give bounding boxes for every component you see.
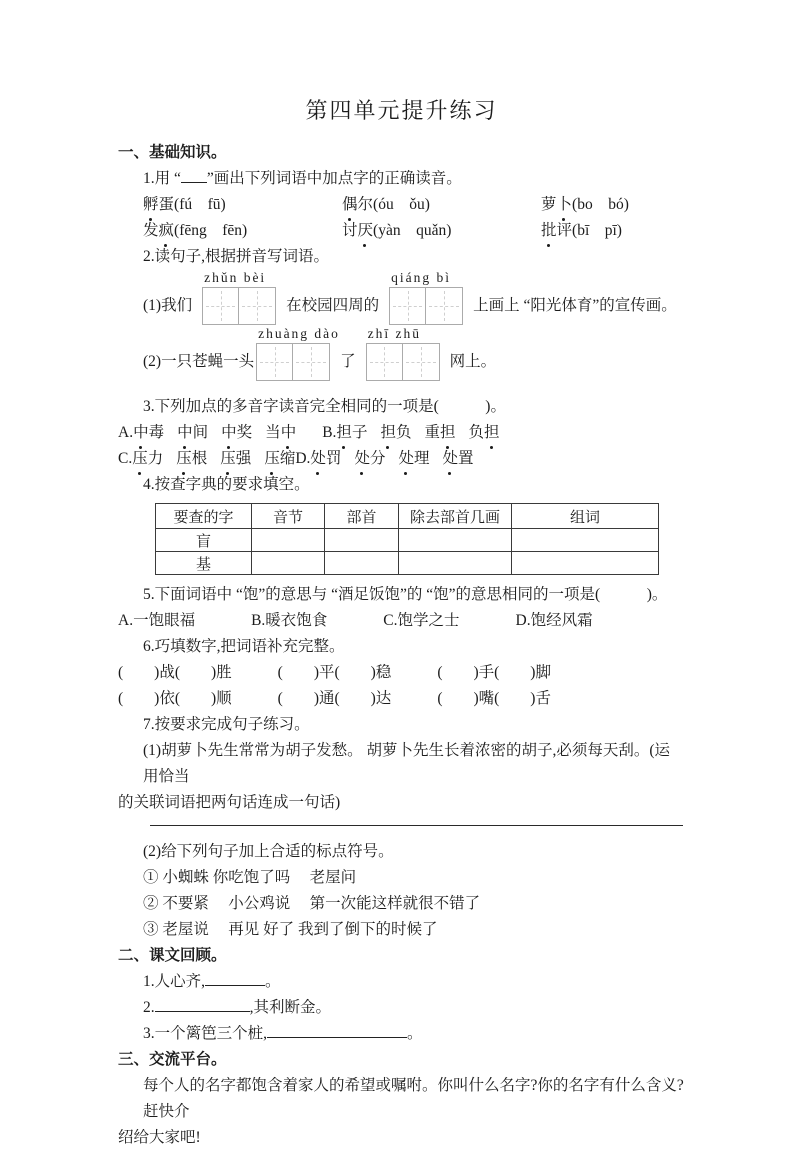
fill-item: ( )嘴( )舌	[437, 690, 551, 707]
platform-paragraph-line-1: 每个人的名字都饱含着家人的希望或嘱咐。你叫什么名字?你的名字有什么含义?赶快介	[143, 1077, 684, 1120]
q6-fill-row-2	[118, 686, 685, 712]
empty-cell	[325, 552, 399, 575]
pinyin-choices: (bo bó)	[572, 196, 629, 213]
punctuation-item-3: ③ 老屋说 再见 好了 我到了倒下的时候了	[143, 921, 438, 938]
grid-cell	[403, 343, 440, 381]
table-header-row	[156, 504, 659, 529]
recall-item-2: 2. ,其利断金。	[143, 995, 685, 1021]
col-header: 组词	[512, 504, 659, 529]
col-header: 音节	[252, 504, 325, 529]
empty-cell	[252, 529, 325, 552]
word-item: 讨厌(yàn quǎn)	[342, 218, 541, 244]
pinyin-choices: (yàn quǎn)	[373, 222, 452, 239]
dotted-char: 厌	[358, 218, 374, 244]
pinyin-choices: (fēng fēn)	[174, 222, 248, 239]
q5-options-row	[118, 608, 685, 634]
word-item: 处罚	[310, 450, 341, 467]
fill-item: ( )通( )达	[277, 690, 392, 707]
empty-cell	[399, 529, 512, 552]
answer-blank	[205, 970, 265, 986]
q5-prompt: 5.下面词语中 “饱”的意思与 “酒足饭饱”的 “饱”的意思相同的一项是( )。	[143, 586, 668, 603]
table-row	[156, 552, 659, 575]
pinyin-choices: (bī pī)	[572, 222, 622, 239]
fill-item: ( )依( )顺	[118, 690, 232, 707]
pinyin-choices: (fú fū)	[174, 196, 226, 213]
word-item: 担负	[380, 424, 411, 441]
word-item: 压强	[220, 450, 251, 467]
q3-prompt: 3.下列加点的多音字读音完全相同的一项是( )。	[143, 398, 506, 415]
option-B	[322, 424, 499, 441]
dotted-char: 卜	[557, 192, 573, 218]
pinyin-label: zhǔn bèi	[204, 270, 267, 286]
sentence-text: 上画上 “阳光体育”的宣传画。	[473, 297, 677, 314]
sentence-text: (2)一只苍蝇一头	[143, 353, 255, 370]
empty-cell	[512, 529, 659, 552]
section-1-heading: 一、基础知识。	[118, 144, 227, 161]
q1-underline-blank	[181, 167, 207, 183]
option-D: D.饱经风霜	[515, 612, 593, 629]
fill-item: ( )战( )胜	[118, 664, 232, 681]
grid-cell	[256, 343, 293, 381]
option-D	[295, 450, 473, 467]
dotted-char: 偶	[342, 192, 358, 218]
grid-cell	[293, 343, 330, 381]
q6-fill-row-1	[118, 660, 685, 686]
section-2-heading: 二、课文回顾。	[118, 947, 227, 964]
col-header: 除去部首几画	[399, 504, 512, 529]
q1-words-row-2	[143, 218, 685, 244]
option-B: B.暖衣饱食	[251, 612, 328, 629]
col-header: 部首	[325, 504, 399, 529]
word-item: 中毒	[133, 424, 164, 441]
sentence-text: 网上。	[449, 353, 497, 370]
word-item: 处理	[398, 450, 429, 467]
lookup-char: 基	[156, 552, 252, 575]
empty-cell	[252, 552, 325, 575]
word-item: 处置	[443, 450, 474, 467]
fill-item: ( )手( )脚	[437, 664, 551, 681]
punctuation-item-2: ② 不要紧 小公鸡说 第一次能这样就很不错了	[143, 895, 481, 912]
writing-grid	[202, 270, 276, 325]
option-A: A.一饱眼福	[118, 612, 196, 629]
dictionary-table	[155, 503, 659, 575]
col-header: 要查的字	[156, 504, 252, 529]
q1-prompt-suffix: ”画出下列词语中加点字的正确读音。	[206, 170, 462, 187]
sentence-text: 在校园四周的	[286, 297, 380, 314]
q3-options-row-AB	[118, 420, 685, 446]
q1-words-row-1	[143, 192, 685, 218]
grid-cell	[239, 287, 276, 325]
q4-prompt: 4.按查字典的要求填空。	[143, 476, 310, 493]
grid-cell	[202, 287, 239, 325]
option-C	[118, 450, 295, 467]
q2-sentence-1	[143, 270, 685, 326]
worksheet-title: 第四单元提升练习	[305, 98, 498, 123]
word-item: 压缩	[264, 450, 295, 467]
word-item: 压根	[176, 450, 207, 467]
q7-sentence-line-2: 的关联词语把两句话连成一句话)	[118, 794, 341, 811]
empty-cell	[325, 529, 399, 552]
sentence-text: (1)我们	[143, 297, 193, 314]
word-item: 萝卜(bo bó)	[541, 196, 629, 213]
section-3-heading: 三、交流平台。	[118, 1051, 227, 1068]
sentence-text: 了	[340, 353, 356, 370]
writing-grid	[389, 270, 463, 325]
grid-cell	[426, 287, 463, 325]
q3-options-row-CD	[118, 446, 685, 472]
answer-blank	[155, 996, 250, 1012]
empty-cell	[512, 552, 659, 575]
q7-prompt: 7.按要求完成句子练习。	[143, 716, 310, 733]
q1-prompt	[143, 166, 685, 192]
word-item: 偶尔(óu ǒu)	[342, 192, 541, 218]
dotted-char: 批	[541, 218, 557, 244]
q1-prompt-prefix: 1.用 “	[143, 170, 181, 187]
option-tag: B.	[322, 424, 337, 441]
pinyin-label: zhuàng dào	[258, 326, 340, 342]
dotted-char: 疯	[159, 218, 175, 244]
option-tag: A.	[118, 424, 134, 441]
word-item: 批评(bī pī)	[541, 222, 622, 239]
pinyin-label: qiáng bì	[391, 270, 451, 286]
pinyin-label: zhī zhū	[367, 326, 421, 342]
q7-sub2-prompt: (2)给下列句子加上合适的标点符号。	[143, 843, 394, 860]
word-item: 当中	[265, 424, 296, 441]
answer-line	[150, 825, 683, 826]
q2-prompt: 2.读句子,根据拼音写词语。	[143, 248, 330, 265]
recall-item-3: 3.一个篱笆三个桩, 。	[143, 1021, 685, 1047]
word-item: 中间	[177, 424, 208, 441]
writing-grid	[366, 326, 440, 381]
word-item: 孵蛋(fú fū)	[143, 192, 342, 218]
grid-cell	[389, 287, 426, 325]
platform-paragraph-line-2: 绍给大家吧!	[118, 1129, 201, 1146]
pinyin-choices: (óu ǒu)	[373, 196, 430, 213]
grid-cell	[366, 343, 403, 381]
lookup-char: 盲	[156, 529, 252, 552]
word-item: 重担	[424, 424, 455, 441]
writing-grid	[256, 326, 340, 381]
fill-item: ( )平( )稳	[277, 664, 392, 681]
recall-item-1: 1.人心齐, 。	[143, 969, 685, 995]
dotted-char: 孵	[143, 192, 159, 218]
word-item: 发疯(fēng fēn)	[143, 218, 342, 244]
empty-cell	[399, 552, 512, 575]
punctuation-item-1: ① 小蜘蛛 你吃饱了吗 老屋问	[143, 869, 357, 886]
option-tag: D.	[295, 450, 311, 467]
word-item: 中奖	[221, 424, 252, 441]
option-C: C.饱学之士	[383, 612, 460, 629]
word-item: 处分	[354, 450, 385, 467]
q2-sentence-2	[143, 326, 685, 382]
q7-sentence-line-1: (1)胡萝卜先生常常为胡子发愁。 胡萝卜先生长着浓密的胡子,必须每天刮。(运用恰当	[143, 742, 670, 785]
word-item: 负担	[469, 424, 500, 441]
option-A	[118, 424, 296, 441]
word-item: 压力	[132, 450, 163, 467]
word-item: 担子	[336, 424, 367, 441]
q6-prompt: 6.巧填数字,把词语补充完整。	[143, 638, 345, 655]
answer-blank	[267, 1022, 407, 1038]
table-row	[156, 529, 659, 552]
option-tag: C.	[118, 450, 133, 467]
